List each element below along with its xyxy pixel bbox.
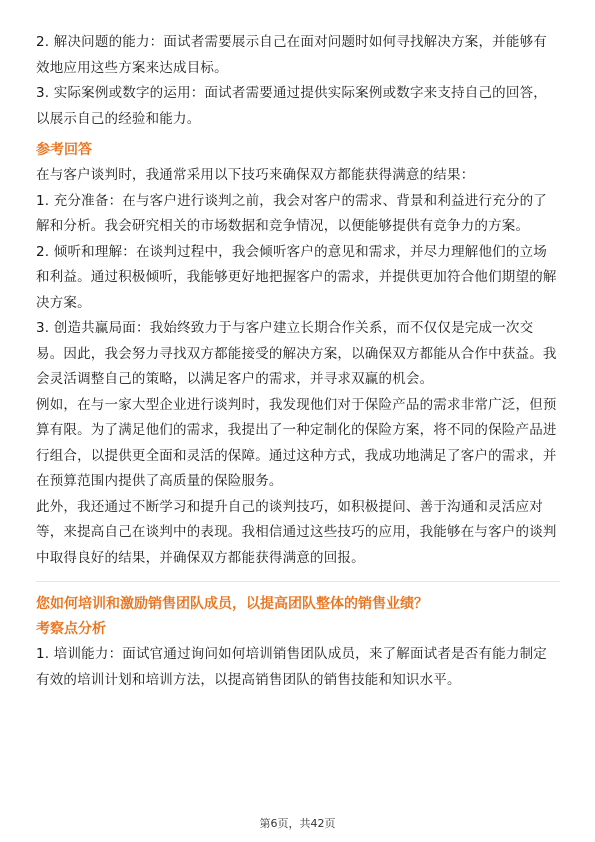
answer-example: 例如，在与一家大型企业进行谈判时，我发现他们对于保险产品的需求非常广泛，但预算有限。为了满足他们的需求，我提出了一种定制化的保险方案，将不同的保险产品进行组合，以提供更全面和灵活的保障。通过这种方式，我成功地满足了客户的需求，并在预算范围内提供了高质量的保险服务。 [36,396,557,489]
answer-heading: 参考回答 [36,142,92,158]
answer-intro: 在与客户谈判时，我通常采用以下技巧来确保双方都能获得满意的结果： [36,167,475,183]
analysis-heading: 考察点分析 [36,621,106,637]
answer-point-win-win: 3. 创造共赢局面：我始终致力于与客户建立长期合作关系，而不仅仅是完成一次交易。因此，我会努力寻找双方都能接受的解决方案，以确保双方都能从合作中获益。我会灵活调整自己的策略，以满足客户的需求，并寻求双赢的机会。 [36,320,557,387]
section-divider [36,581,560,582]
point-problem-solving: 2. 解决问题的能力：面试者需要展示自己在面对问题时如何寻找解决方案，并能够有效地应用这些方案来达成目标。 [36,34,547,76]
document-page [36,30,560,693]
answer-point-preparation: 1. 充分准备：在与客户进行谈判之前，我会对客户的需求、背景和利益进行充分的了解和分析。我会研究相关的市场数据和竞争情况，以便能够提供有竞争力的方案。 [36,192,547,234]
page-number: 第6页，共42页 [259,817,336,830]
question-title: 您如何培训和激励销售团队成员，以提高团队整体的销售业绩？ [36,596,428,612]
point-case-usage: 3. 实际案例或数字的运用：面试者需要通过提供实际案例或数字来支持自己的回答，以展示自己的经验和能力。 [36,85,547,127]
answer-point-listening: 2. 倾听和理解：在谈判过程中，我会倾听客户的意见和需求，并尽力理解他们的立场和利益。通过积极倾听，我能够更好地把握客户的需求，并提供更加符合他们期望的解决方案。 [36,243,557,311]
answer-conclusion: 此外，我还通过不断学习和提升自己的谈判技巧，如积极提问、善于沟通和灵活应对等，来提高自己在谈判中的表现。我相信通过这些技巧的应用，我能够在与客户的谈判中取得良好的结果，并确保双方都能获得满意的回报。 [36,498,557,566]
point-training-ability: 1. 培训能力：面试官通过询问如何培训销售团队成员，来了解面试者是否有能力制定有效的培训计划和培训方法，以提高销售团队的销售技能和知识水平。 [36,646,547,688]
